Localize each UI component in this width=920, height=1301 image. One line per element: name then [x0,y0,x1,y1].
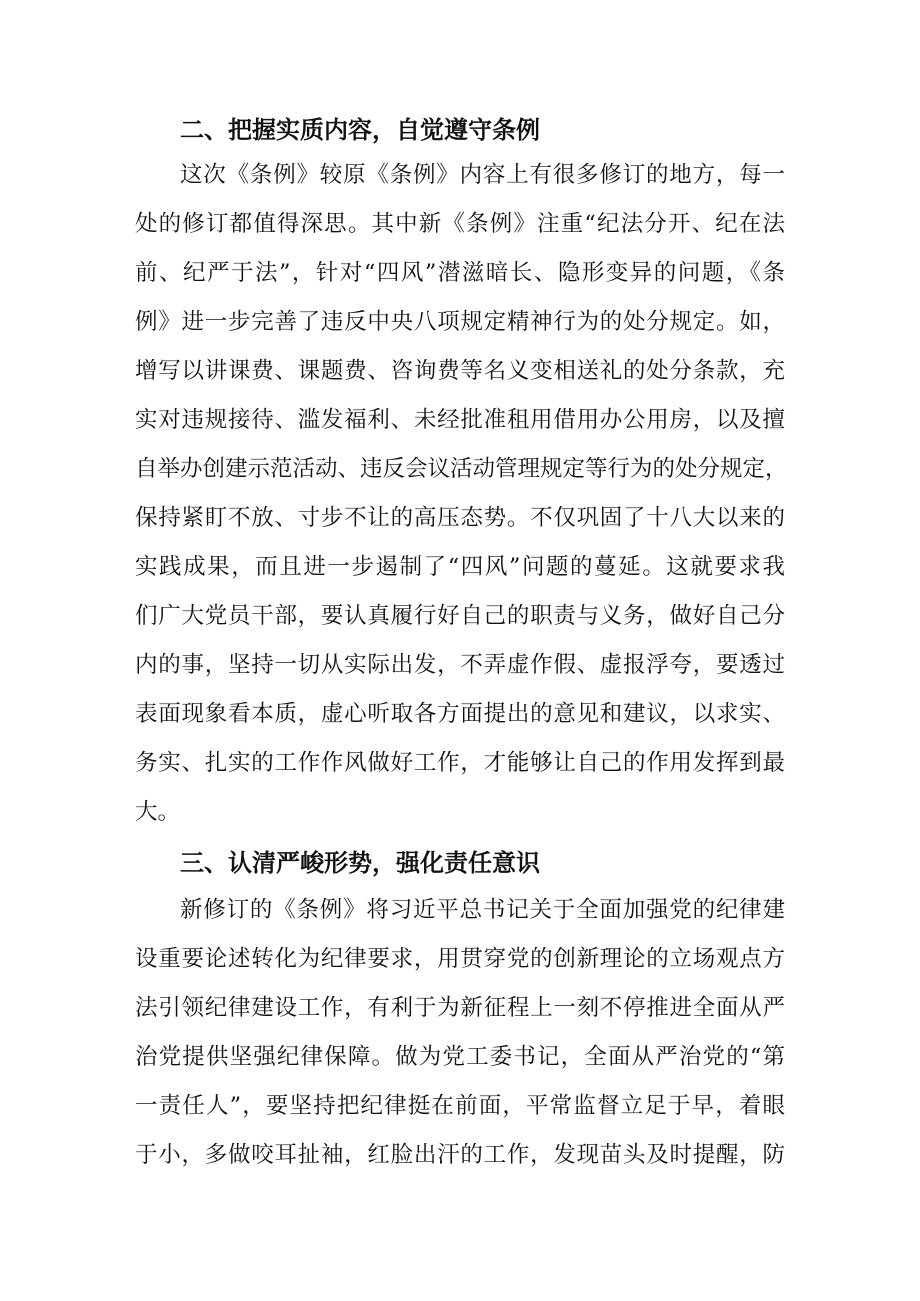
paragraph-line: 实对违规接待、滥发福利、未经批准租用借用办公用房，以及擅 [135,407,785,433]
paragraph-line: 大。 [135,799,181,825]
paragraph-line: 们广大党员干部，要认真履行好自己的职责与义务，做好自己分 [135,603,785,629]
paragraph-line: 实践成果，而且进一步遏制了“四风”问题的蔓延。这就要求我 [135,554,785,580]
paragraph-line: 设重要论述转化为纪律要求，用贯穿党的创新理论的立场观点方 [135,946,785,972]
section-heading-3: 三、认清严峻形势，强化责任意识 [180,849,540,877]
paragraph-line: 处的修订都值得深思。其中新《条例》注重“纪法分开、纪在法 [135,211,785,237]
paragraph-line: 于小，多做咬耳扯袖，红脸出汗的工作，发现苗头及时提醒，防 [135,1142,785,1168]
paragraph-line: 前、纪严于法”，针对“四风”潜滋暗长、隐形变异的问题，《条 [135,260,785,286]
paragraph-line: 保持紧盯不放、寸步不让的高压态势。不仅巩固了十八大以来的 [135,505,785,531]
section-heading-2: 二、把握实质内容，自觉遵守条例 [180,116,540,144]
paragraph-line: 自举办创建示范活动、违反会议活动管理规定等行为的处分规定， [135,456,788,482]
paragraph-line: 新修订的《条例》将习近平总书记关于全面加强党的纪律建 [180,897,785,923]
paragraph-line: 法引领纪律建设工作，有利于为新征程上一刻不停推进全面从严 [135,995,785,1021]
paragraph-line: 例》进一步完善了违反中央八项规定精神行为的处分规定。如， [135,309,785,335]
paragraph-line: 一责任人”，要坚持把纪律挺在前面，平常监督立足于早，着眼 [135,1093,785,1119]
paragraph-line: 务实、扎实的工作作风做好工作，才能够让自己的作用发挥到最 [135,750,785,776]
paragraph-line: 治党提供坚强纪律保障。做为党工委书记，全面从严治党的“第 [135,1044,785,1070]
paragraph-line: 增写以讲课费、课题费、咨询费等名义变相送礼的处分条款，充 [135,358,785,384]
paragraph-line: 内的事，坚持一切从实际出发，不弄虚作假、虚报浮夸，要透过 [135,652,785,678]
paragraph-line: 这次《条例》较原《条例》内容上有很多修订的地方，每一 [180,162,785,188]
paragraph-line: 表面现象看本质，虚心听取各方面提出的意见和建议，以求实、 [135,701,785,727]
